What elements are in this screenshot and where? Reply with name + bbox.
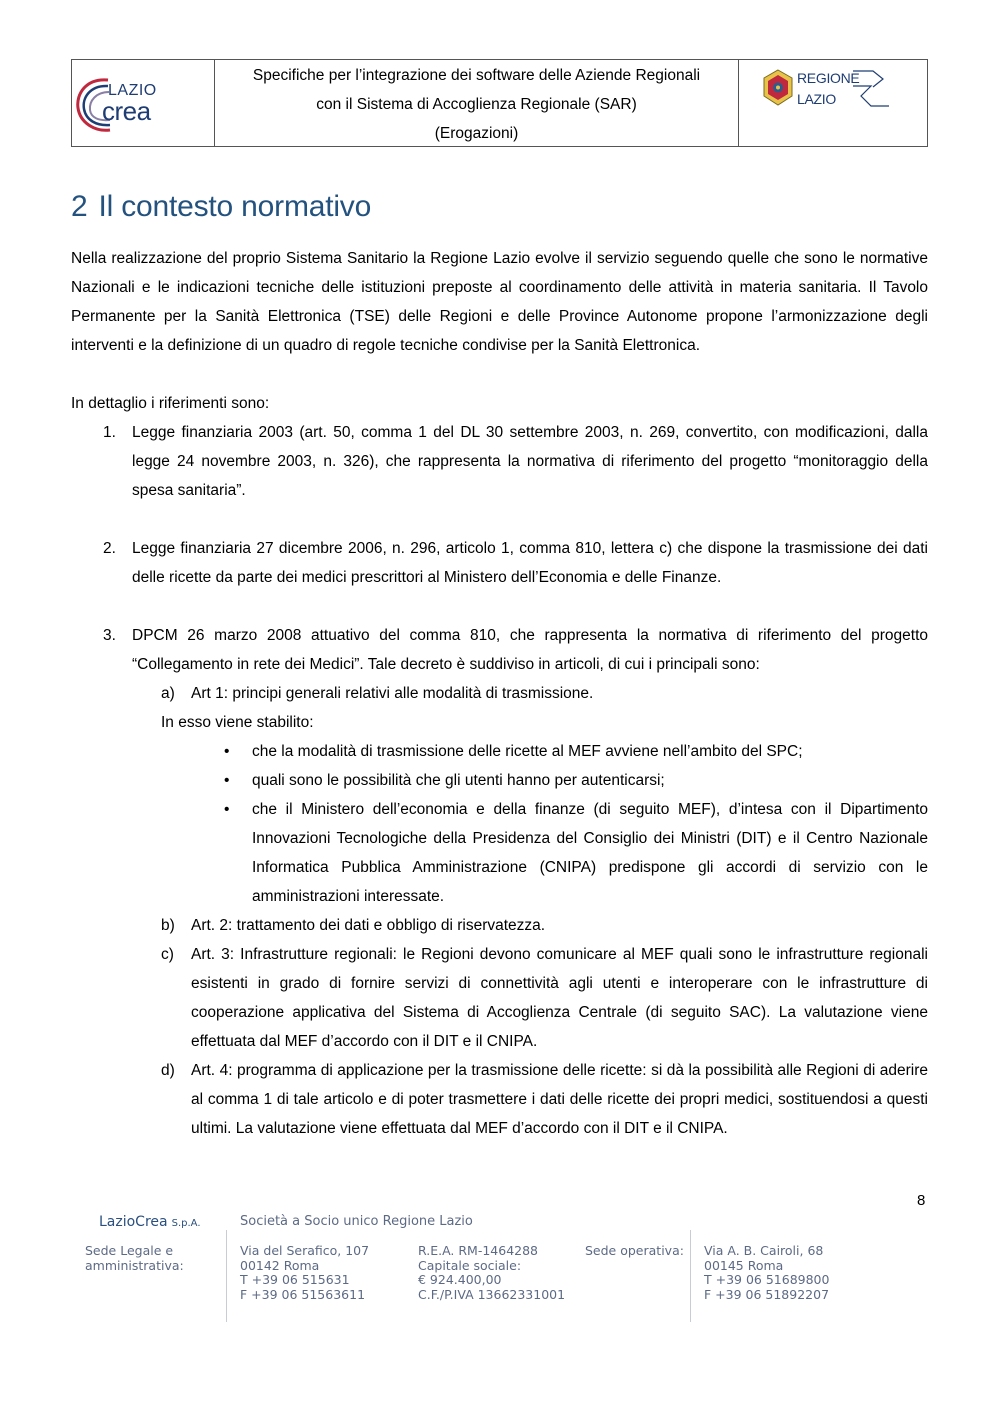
list-item (71, 418, 928, 505)
list-item (71, 621, 928, 679)
footer-line: € 924.400,00 (418, 1272, 502, 1287)
document-title-line: (Erogazioni) (434, 125, 519, 142)
footer-line: Via A. B. Cairoli, 68 (704, 1243, 824, 1258)
regione-lazio-emblem-icon (760, 68, 796, 108)
footer-brand-suffix: S.p.A. (171, 1218, 201, 1229)
sub-list-item (71, 1056, 928, 1143)
footer-operative-label (585, 1244, 684, 1259)
sub-list-text: Art 1: principi generali relativi alle modalità di trasmissione. (191, 685, 594, 702)
sub-list-label: c) (161, 946, 174, 963)
spacer (71, 505, 928, 534)
footer-line: Capitale sociale: (418, 1257, 522, 1273)
footer-legal-label (85, 1244, 184, 1273)
list-item (71, 534, 928, 592)
footer-line: Via del Serafico, 107 (240, 1243, 370, 1258)
lead-paragraph: In dettaglio i riferimenti sono: (71, 395, 270, 412)
section-number: 2 (71, 190, 88, 223)
lazio-crea-logo (72, 60, 215, 146)
footer-line: 00145 Roma (704, 1257, 784, 1273)
list-item-text: DPCM 26 marzo 2008 attuativo del comma 810, che rappresenta la normativa di riferimento del progetto “Collegamento in rete dei Medici”. Tale decreto è suddiviso in articoli, di cui i principali sono: (132, 627, 928, 673)
footer-line: amministrativa: (85, 1257, 184, 1273)
page-footer (0, 1205, 1000, 1325)
sub-list-text: Art. 3: Infrastrutture regionali: le Regioni devono comunicare al MEF quali sono le infrastrutture regionali esistenti in grado di fornire servizi di connettività agli utenti e interoperare con le infrastrutture di cooperazione applicativa del Sistema di Accoglienza Centrale (di seguito SAC). La valutazione viene effettuata dal MEF d’accordo con il DIT e il CNIPA. (191, 946, 928, 1050)
body-content (71, 244, 928, 1143)
document-header (71, 59, 928, 147)
bullet-text: che la modalità di trasmissione delle ricette al MEF avviene nell’ambito del SPC; (252, 743, 803, 760)
sub-list-text: Art. 2: trattamento dei dati e obbligo di riservatezza. (191, 917, 546, 934)
footer-legal-address (240, 1244, 369, 1302)
sub-list-item (71, 940, 928, 1056)
footer-line: R.E.A. RM-1464288 (418, 1243, 539, 1258)
footer-operative-address (704, 1244, 829, 1302)
document-title-line: con il Sistema di Accoglienza Regionale (SAR) (316, 96, 637, 113)
footer-line: 00142 Roma (240, 1257, 320, 1273)
bullet-item (71, 766, 928, 795)
section-heading (71, 190, 371, 224)
spacer (71, 592, 928, 621)
footer-brand-name: LazioCrea (99, 1214, 168, 1230)
list-item-number: 3. (103, 627, 116, 644)
list-item-number: 2. (103, 540, 116, 557)
list-item-text: Legge finanziaria 27 dicembre 2006, n. 296, articolo 1, comma 810, lettera c) che dispone la trasmissione dei dati delle ricette da parte dei medici prescrittori al Ministero dell’Economia e delle Finanze. (132, 540, 928, 586)
sub-list-item (71, 911, 928, 940)
footer-divider (226, 1230, 227, 1322)
regione-lazio-logo (739, 60, 927, 146)
page-number: 8 (917, 1192, 926, 1209)
footer-line: Sede operativa: (585, 1243, 684, 1258)
footer-line: T +39 06 51689800 (704, 1272, 830, 1287)
footer-company-info (418, 1244, 565, 1302)
list-item-text: Legge finanziaria 2003 (art. 50, comma 1 del DL 30 settembre 2003, n. 269, convertito, con modificazioni, dalla legge 24 novembre 2003, n. 326), che rappresenta la normativa di riferimento del progetto “monitoraggio della spesa sanitaria”. (132, 424, 928, 499)
regione-lazio-lines-icon (851, 66, 891, 108)
intro-paragraph: Nella realizzazione del proprio Sistema Sanitario la Regione Lazio evolve il servizio seguendo quelle che sono le normative Nazionali e le indicazioni tecniche delle istituzioni preposte al coordinamento delle attività in materia sanitaria. Il Tavolo Permanente per la Sanità Elettronica (TSE) delle Regioni e delle Province Autonome propone l’armonizzazione degli interventi e la definizione di un quadro di regole tecniche condivise per la Sanità Elettronica. (71, 250, 928, 354)
section-title: Il contesto normativo (98, 190, 372, 223)
footer-line: F +39 06 51563611 (240, 1286, 366, 1302)
sub-list-text: Art. 4: programma di applicazione per la trasmissione delle ricette: si dà la possibilità alle Regioni di aderire al comma 1 di tale articolo e di poter trasmettere i dati delle ricette dei propri medici, sostituendosi a questi ultimi. La valutazione viene effettuata dal MEF d’accordo con il DIT e il CNIPA. (191, 1062, 928, 1137)
bullet-text: quali sono le possibilità che gli utenti hanno per autenticarsi; (252, 772, 665, 789)
bullet-text: che il Ministero dell’economia e della finanze (di seguito MEF), d’intesa con il Dipartimento Innovazioni Tecnologiche della Presidenza del Consiglio dei Ministri (DIT) e il Centro Nazionale Informatica Pubblica Amministrazione (CNIPA) predispone gli accordi di servizio con le amministrazioni interessate. (252, 801, 928, 905)
bullet-item (71, 795, 928, 911)
sub-list-label: d) (161, 1062, 175, 1079)
bullet-item (71, 737, 928, 766)
footer-line: F +39 06 51892207 (704, 1286, 830, 1302)
document-title-line: Specifiche per l’integrazione dei software delle Aziende Regionali (252, 67, 701, 84)
document-title (215, 60, 739, 146)
lazio-crea-logo-line1: LAZIO (108, 82, 157, 99)
list-item-number: 1. (103, 424, 116, 441)
footer-society: Società a Socio unico Regione Lazio (240, 1214, 473, 1229)
sub-list-note: In esso viene stabilito: (161, 714, 314, 731)
sub-list-item (71, 679, 928, 708)
lazio-crea-logo-line2: crea (102, 96, 151, 126)
footer-line: C.F./P.IVA 13662331001 (418, 1286, 566, 1302)
footer-line: T +39 06 515631 (240, 1272, 350, 1287)
spacer (71, 360, 928, 389)
footer-line: Sede Legale e (85, 1243, 174, 1258)
regione-lazio-logo-line2: LAZIO (797, 91, 836, 107)
sub-list-label: a) (161, 685, 175, 702)
footer-brand (99, 1214, 201, 1230)
sub-list-label: b) (161, 917, 175, 934)
footer-divider (690, 1230, 691, 1322)
regione-lazio-logo-line1: REGIONE (797, 70, 860, 86)
bullet-icon: • (224, 743, 230, 760)
bullet-icon: • (224, 772, 230, 789)
bullet-icon: • (224, 801, 230, 818)
